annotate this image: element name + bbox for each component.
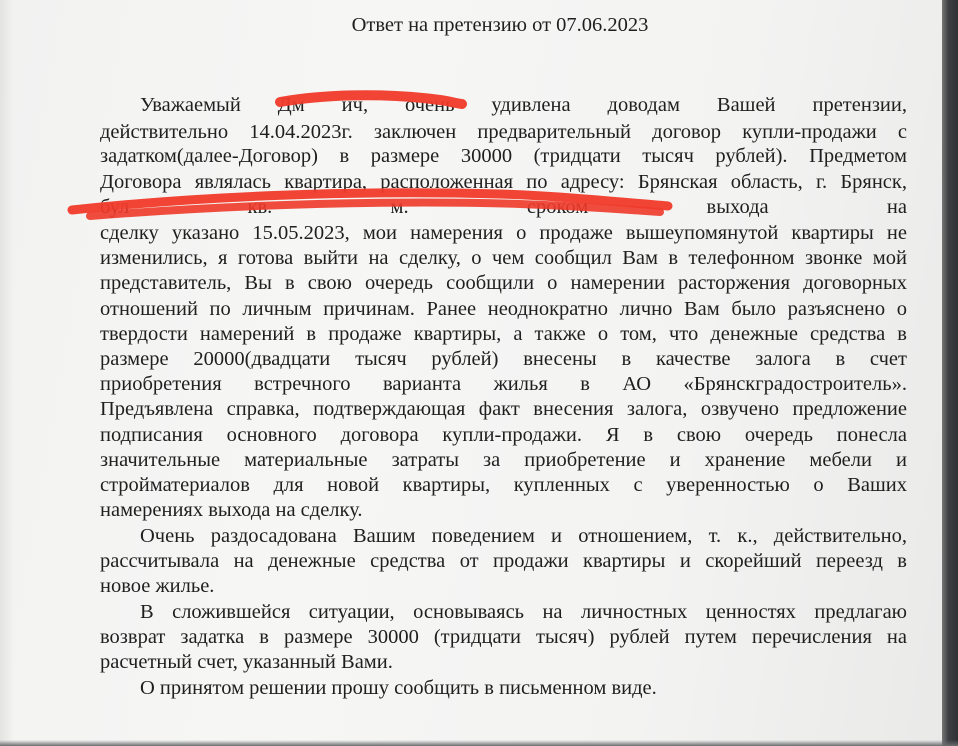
text-line: Договора являлась квартира, расположенная по адресу: Брянская область, г. Брянск, <box>100 171 907 193</box>
text-line: возврат задатка в размере 30000 (тридцати тысяч) рублей путем перечисления на <box>100 626 907 648</box>
text-line: представитель, Вы в свою очередь сообщили о намерении расторжения договорных <box>100 272 907 294</box>
text-line: намерениях выхода на сделку. <box>100 499 363 521</box>
text-line: отношений по личным причинам. Ранее неоднократно лично Вам было разъяснено о <box>100 298 907 320</box>
text-line: Очень раздосадована Вашим поведением и отношением, т. к., действительно, <box>140 525 907 547</box>
text-line: стройматериалов для новой квартиры, купленных с уверенностью о Ваших <box>100 474 907 496</box>
desk-edge <box>942 0 958 746</box>
text-line: приобретения встречного варианта жилья в АО «Брянскградостроитель». <box>100 373 907 395</box>
text-line: расчетный счет, указанный Вами. <box>100 651 393 673</box>
text-line: сделку указано 15.05.2023, мои намерения о продаже вышеупомянутой квартиры не <box>100 222 907 244</box>
text-line: значительные материальные затраты за приобретение и хранение мебели и <box>100 449 907 471</box>
page-edge-shadow <box>0 0 14 746</box>
text-line: О принятом решении прошу сообщить в письменном виде. <box>140 677 657 699</box>
text-line: Предъявлена справка, подтверждающая факт внесения залога, озвучено предложение <box>100 398 907 420</box>
text-line: действительно 14.04.2023г. заключен предварительный договор купли-продажи с <box>100 121 907 143</box>
desk-edge-bottom <box>0 740 958 746</box>
text-line: Уважаемый Дм ич, очень удивлена доводам Вашей претензии, <box>140 94 907 116</box>
text-line: задатком(далее-Договор) в размере 30000 (тридцати тысяч рублей). Предметом <box>100 145 907 167</box>
text-line: рассчитывала на денежные средства от продажи квартиры и скорейший переезд в <box>100 550 907 572</box>
text-line: изменились, я готова выйти на сделку, о чем сообщил Вам в телефонном звонке мой <box>100 247 907 269</box>
text-line: бул кв. м. сроком выхода на <box>100 196 907 218</box>
document-title: Ответ на претензию от 07.06.2023 <box>351 14 649 36</box>
text-line: твердости намерений в продаже квартиры, а также о том, что денежные средства в <box>100 323 907 345</box>
text-line: В сложившейся ситуации, основываясь на личностных ценностях предлагаю <box>140 601 907 623</box>
text-line: новое жилье. <box>100 575 215 597</box>
text-line: подписания основного договора купли-продажи. Я в свою очередь понесла <box>100 424 907 446</box>
text-line: размере 20000(двадцати тысяч рублей) внесены в качестве залога в счет <box>100 348 907 370</box>
